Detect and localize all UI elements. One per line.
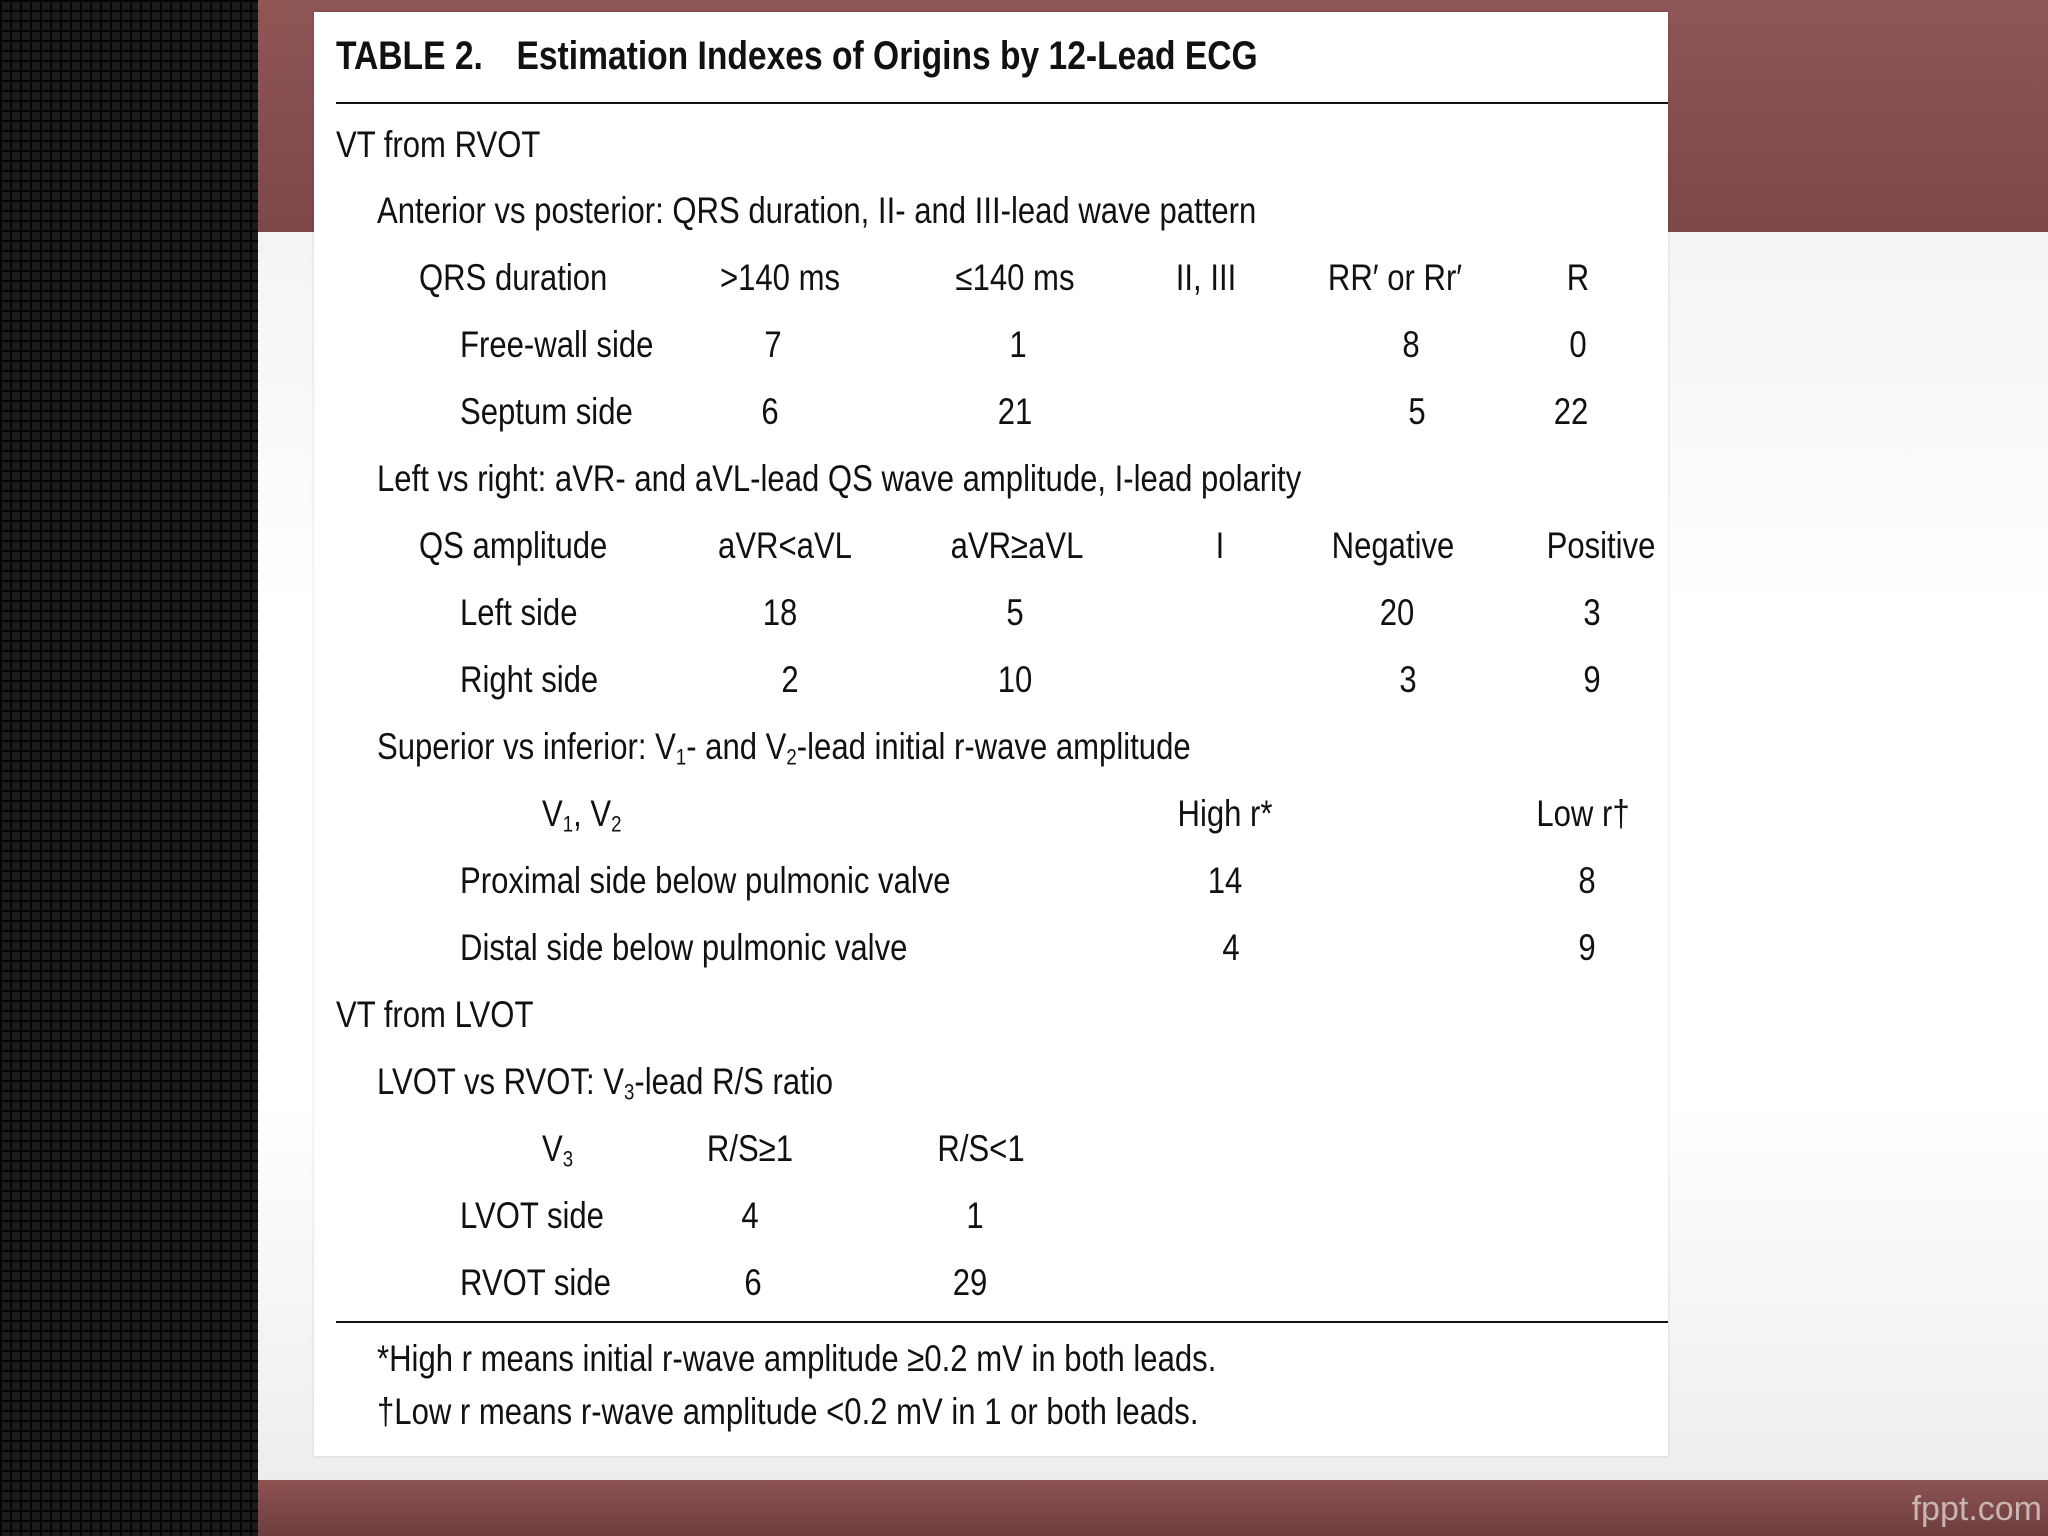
- cell-value: 8: [1578, 860, 1596, 901]
- subheading-superior-inferior: Superior vs inferior: $V_1-$ and $V_2$-lead initial r-wave amplitude: [377, 726, 1191, 770]
- header-v1-v2: $V_1$, $V_2$: [542, 793, 622, 837]
- cell-value: 8: [1402, 324, 1420, 365]
- footnote-low-r: †Low r means r-wave amplitude <0.2 mV in 1 or both leads.: [377, 1391, 1199, 1432]
- cell-value: 3: [1583, 592, 1601, 633]
- subheading-left-right: Left vs right: aVR- and aVL-lead QS wave amplitude, I-lead polarity: [377, 458, 1302, 499]
- cell-value: 21: [997, 391, 1033, 432]
- header-rs-lt-1: R/S<1: [937, 1128, 1025, 1169]
- subheading-anterior-posterior: Anterior vs posterior: QRS duration, II- and III-lead wave pattern: [377, 190, 1257, 231]
- bottom-color-band: [258, 1480, 2048, 1536]
- footer-rule: [336, 1321, 1668, 1323]
- row-label-rvot-side: RVOT side: [460, 1262, 611, 1303]
- header-v3: $V_3$: [542, 1128, 574, 1172]
- cell-value: 22: [1553, 391, 1589, 432]
- cell-value: 0: [1569, 324, 1587, 365]
- grid-pattern-panel: [0, 0, 258, 1536]
- row-label-distal: Distal side below pulmonic valve: [460, 927, 908, 968]
- table-title: TABLE 2. Estimation Indexes of Origins by 12-Lead ECG: [336, 34, 1258, 78]
- cell-value: 6: [744, 1262, 762, 1303]
- table-card: [314, 12, 1668, 1456]
- footnote-high-r: *High r means initial r-wave amplitude ≥0.2 mV in both leads.: [377, 1338, 1217, 1379]
- header-i: I: [1215, 525, 1225, 566]
- header-avr-lt-avl: aVR<aVL: [718, 525, 852, 566]
- row-label-free-wall: Free-wall side: [460, 324, 654, 365]
- cell-value: 18: [762, 592, 798, 633]
- cell-value: 4: [1222, 927, 1240, 968]
- cell-value: 5: [1006, 592, 1024, 633]
- subheading-lvot-rvot: LVOT vs RVOT: $V_3$-lead R/S ratio: [377, 1061, 834, 1105]
- row-label-right-side: Right side: [460, 659, 599, 700]
- header-ii-iii: II, III: [1175, 257, 1237, 298]
- cell-value: 2: [781, 659, 799, 700]
- header-qs-amplitude: QS amplitude: [419, 525, 608, 566]
- header-high-r: High r*: [1177, 793, 1273, 834]
- cell-value: 9: [1583, 659, 1601, 700]
- cell-value: 1: [966, 1195, 984, 1236]
- section-heading-lvot: VT from LVOT: [336, 994, 534, 1035]
- header-rr-prime: RR′ or Rr′: [1327, 257, 1463, 298]
- header-qrs-duration: QRS duration: [419, 257, 608, 298]
- cell-value: 5: [1408, 391, 1426, 432]
- watermark-text: fppt.com: [1911, 1490, 2042, 1528]
- cell-value: 7: [764, 324, 782, 365]
- row-label-lvot-side: LVOT side: [460, 1195, 604, 1236]
- header-avr-ge-avl: aVR≥aVL: [950, 525, 1084, 566]
- cell-value: 20: [1379, 592, 1415, 633]
- cell-value: 6: [761, 391, 779, 432]
- header-negative: Negative: [1331, 525, 1455, 566]
- row-label-left-side: Left side: [460, 592, 578, 633]
- header-positive: Positive: [1546, 525, 1656, 566]
- cell-value: 29: [952, 1262, 988, 1303]
- header-low-r: Low r†: [1536, 793, 1630, 834]
- header-rs-ge-1: R/S≥1: [706, 1128, 794, 1169]
- header-gt-140: >140 ms: [719, 257, 841, 298]
- cell-value: 10: [997, 659, 1033, 700]
- header-r: R: [1566, 257, 1590, 298]
- cell-value: 3: [1399, 659, 1417, 700]
- row-label-septum: Septum side: [460, 391, 633, 432]
- title-rule: [336, 102, 1668, 104]
- cell-value: 4: [741, 1195, 759, 1236]
- cell-value: 14: [1207, 860, 1243, 901]
- cell-value: 9: [1578, 927, 1596, 968]
- section-heading-rvot: VT from RVOT: [336, 124, 541, 165]
- cell-value: 1: [1009, 324, 1027, 365]
- header-le-140: ≤140 ms: [955, 257, 1075, 298]
- row-label-proximal: Proximal side below pulmonic valve: [460, 860, 951, 901]
